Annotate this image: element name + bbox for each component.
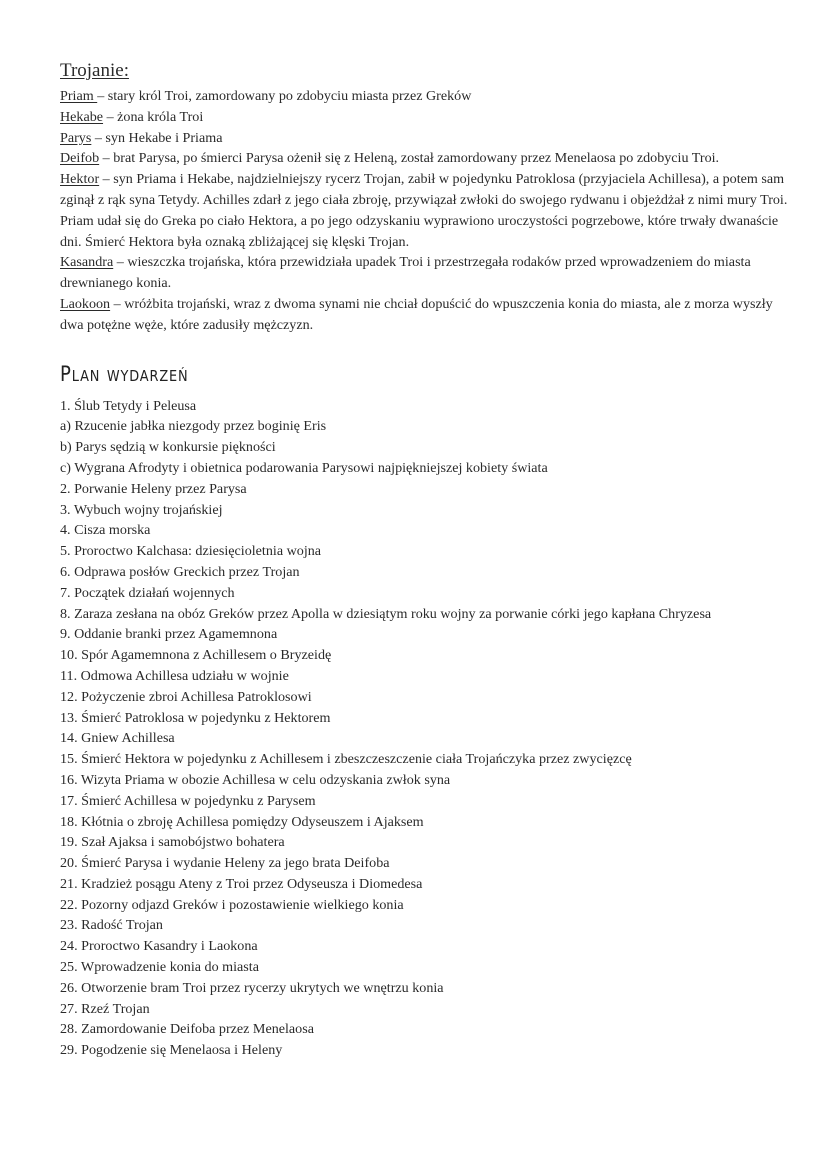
character-description: – wróżbita trojański, wraz z dwoma synami nie chciał dopuścić do wpuszczenia konia do miasta, ale z morza wyszły dwa potężne węże, które zadusiły mężczyzn. <box>60 295 773 333</box>
plan-item: 1. Ślub Tetydy i Peleusa <box>60 397 197 414</box>
plan-item: 25. Wprowadzenie konia do miasta <box>60 959 259 976</box>
character-description: – brat Parysa, po śmierci Parysa ożenił się z Heleną, został zamordowany przez Menelaosa po zdobyciu Troi. <box>99 150 720 167</box>
plan-item: 15. Śmierć Hektora w pojedynku z Achillesem i zbeszczeszczenie ciała Trojańczyka przez zwycięzcę <box>60 751 632 768</box>
character-entry-deifob <box>60 148 790 169</box>
plan-item: 9. Oddanie branki przez Agamemnona <box>60 626 278 643</box>
character-entry-hekabe <box>60 107 790 128</box>
plan-item: 12. Pożyczenie zbroi Achillesa Patroklosowi <box>60 688 312 705</box>
plan-item: 10. Spór Agamemnona z Achillesem o Bryzeidę <box>60 647 332 664</box>
character-name: Hekabe <box>60 108 104 125</box>
plan-item: 16. Wizyta Priama w obozie Achillesa w celu odzyskania zwłok syna <box>60 771 451 788</box>
character-entry-hektor <box>60 169 790 252</box>
character-name: Parys <box>60 129 92 146</box>
plan-item: 19. Szał Ajaksa i samobójstwo bohatera <box>60 834 285 851</box>
plan-item: 17. Śmierć Achillesa w pojedynku z Parysem <box>60 792 316 809</box>
plan-item: a) Rzucenie jabłka niezgody przez boginię Eris <box>60 418 327 435</box>
character-list <box>60 86 790 336</box>
plan-item: 22. Pozorny odjazd Greków i pozostawienie wielkiego konia <box>60 896 404 913</box>
plan-item: 4. Cisza morska <box>60 522 151 539</box>
character-description: – żona króla Troi <box>103 108 204 125</box>
plan-heading: Plan wydarzeń <box>60 361 189 386</box>
character-entry-parys <box>60 128 790 149</box>
character-entry-laokoon <box>60 294 790 336</box>
plan-item: 20. Śmierć Parysa i wydanie Heleny za jego brata Deifoba <box>60 855 390 872</box>
plan-item: 8. Zaraza zesłana na obóz Greków przez Apolla w dziesiątym roku wojny za porwanie córki jego kapłana Chryzesa <box>60 605 712 622</box>
plan-item: 23. Radość Trojan <box>60 917 163 934</box>
character-description: – syn Priama i Hekabe, najdzielniejszy rycerz Trojan, zabił w pojedynku Patroklosa (przyjaciela Achillesa), a potem sam zginął z rąk syna Tetydy. Achilles zdarł z jego ciała zbroję, przywiązał zwłoki do swojego rydwanu i objeżdżał z nimi mury Troi. Priam udał się do Greka po ciało Hektora, a po jego odzyskaniu wyprawiono uroczystości pogrzebowe, które trwały dwanaście dni. Śmierć Hektora była oznaką zbliżającej się klęski Trojan. <box>60 171 788 250</box>
character-description: – wieszczka trojańska, która przewidziała upadek Troi i przestrzegała rodaków przed wprowadzeniem do miasta drewnianego konia. <box>60 254 751 292</box>
plan-item: 29. Pogodzenie się Menelaosa i Heleny <box>60 1042 283 1059</box>
plan-item: 26. Otworzenie bram Troi przez rycerzy ukrytych we wnętrzu konia <box>60 979 444 996</box>
trojanie-heading: Trojanie: <box>60 60 129 81</box>
character-name: Deifob <box>60 150 100 167</box>
character-name: Laokoon <box>60 295 111 312</box>
plan-item: 27. Rzeź Trojan <box>60 1000 150 1017</box>
plan-item: 18. Kłótnia o zbroję Achillesa pomiędzy Odyseuszem i Ajaksem <box>60 813 424 830</box>
plan-item: 7. Początek działań wojennych <box>60 584 235 601</box>
character-description: – stary król Troi, zamordowany po zdobyciu miasta przez Greków <box>97 88 472 104</box>
character-entry-kasandra <box>60 252 790 294</box>
plan-list <box>60 396 790 1062</box>
plan-item: 14. Gniew Achillesa <box>60 730 175 747</box>
plan-item: b) Parys sędzią w konkursie piękności <box>60 439 276 456</box>
plan-item: 2. Porwanie Heleny przez Parysa <box>60 480 247 497</box>
character-name: Hektor <box>60 171 100 188</box>
plan-item: c) Wygrana Afrodyty i obietnica podarowania Parysowi najpiękniejszej kobiety świata <box>60 459 548 476</box>
plan-item: 24. Proroctwo Kasandry i Laokona <box>60 938 258 955</box>
plan-item: 6. Odprawa posłów Greckich przez Trojan <box>60 563 300 580</box>
plan-item: 28. Zamordowanie Deifoba przez Menelaosa <box>60 1021 314 1038</box>
plan-item: 5. Proroctwo Kalchasa: dziesięcioletnia wojna <box>60 543 322 560</box>
document-page <box>60 58 790 1061</box>
plan-item: 11. Odmowa Achillesa udziału w wojnie <box>60 667 289 684</box>
character-name: Priam <box>60 88 98 104</box>
character-description: – syn Hekabe i Priama <box>91 129 223 146</box>
plan-item: 21. Kradzież posągu Ateny z Troi przez Odyseusza i Diomedesa <box>60 875 423 892</box>
character-name: Kasandra <box>60 254 114 271</box>
character-entry-priam <box>60 86 790 107</box>
plan-item: 13. Śmierć Patroklosa w pojedynku z Hektorem <box>60 709 331 726</box>
plan-item: 3. Wybuch wojny trojańskiej <box>60 501 223 518</box>
